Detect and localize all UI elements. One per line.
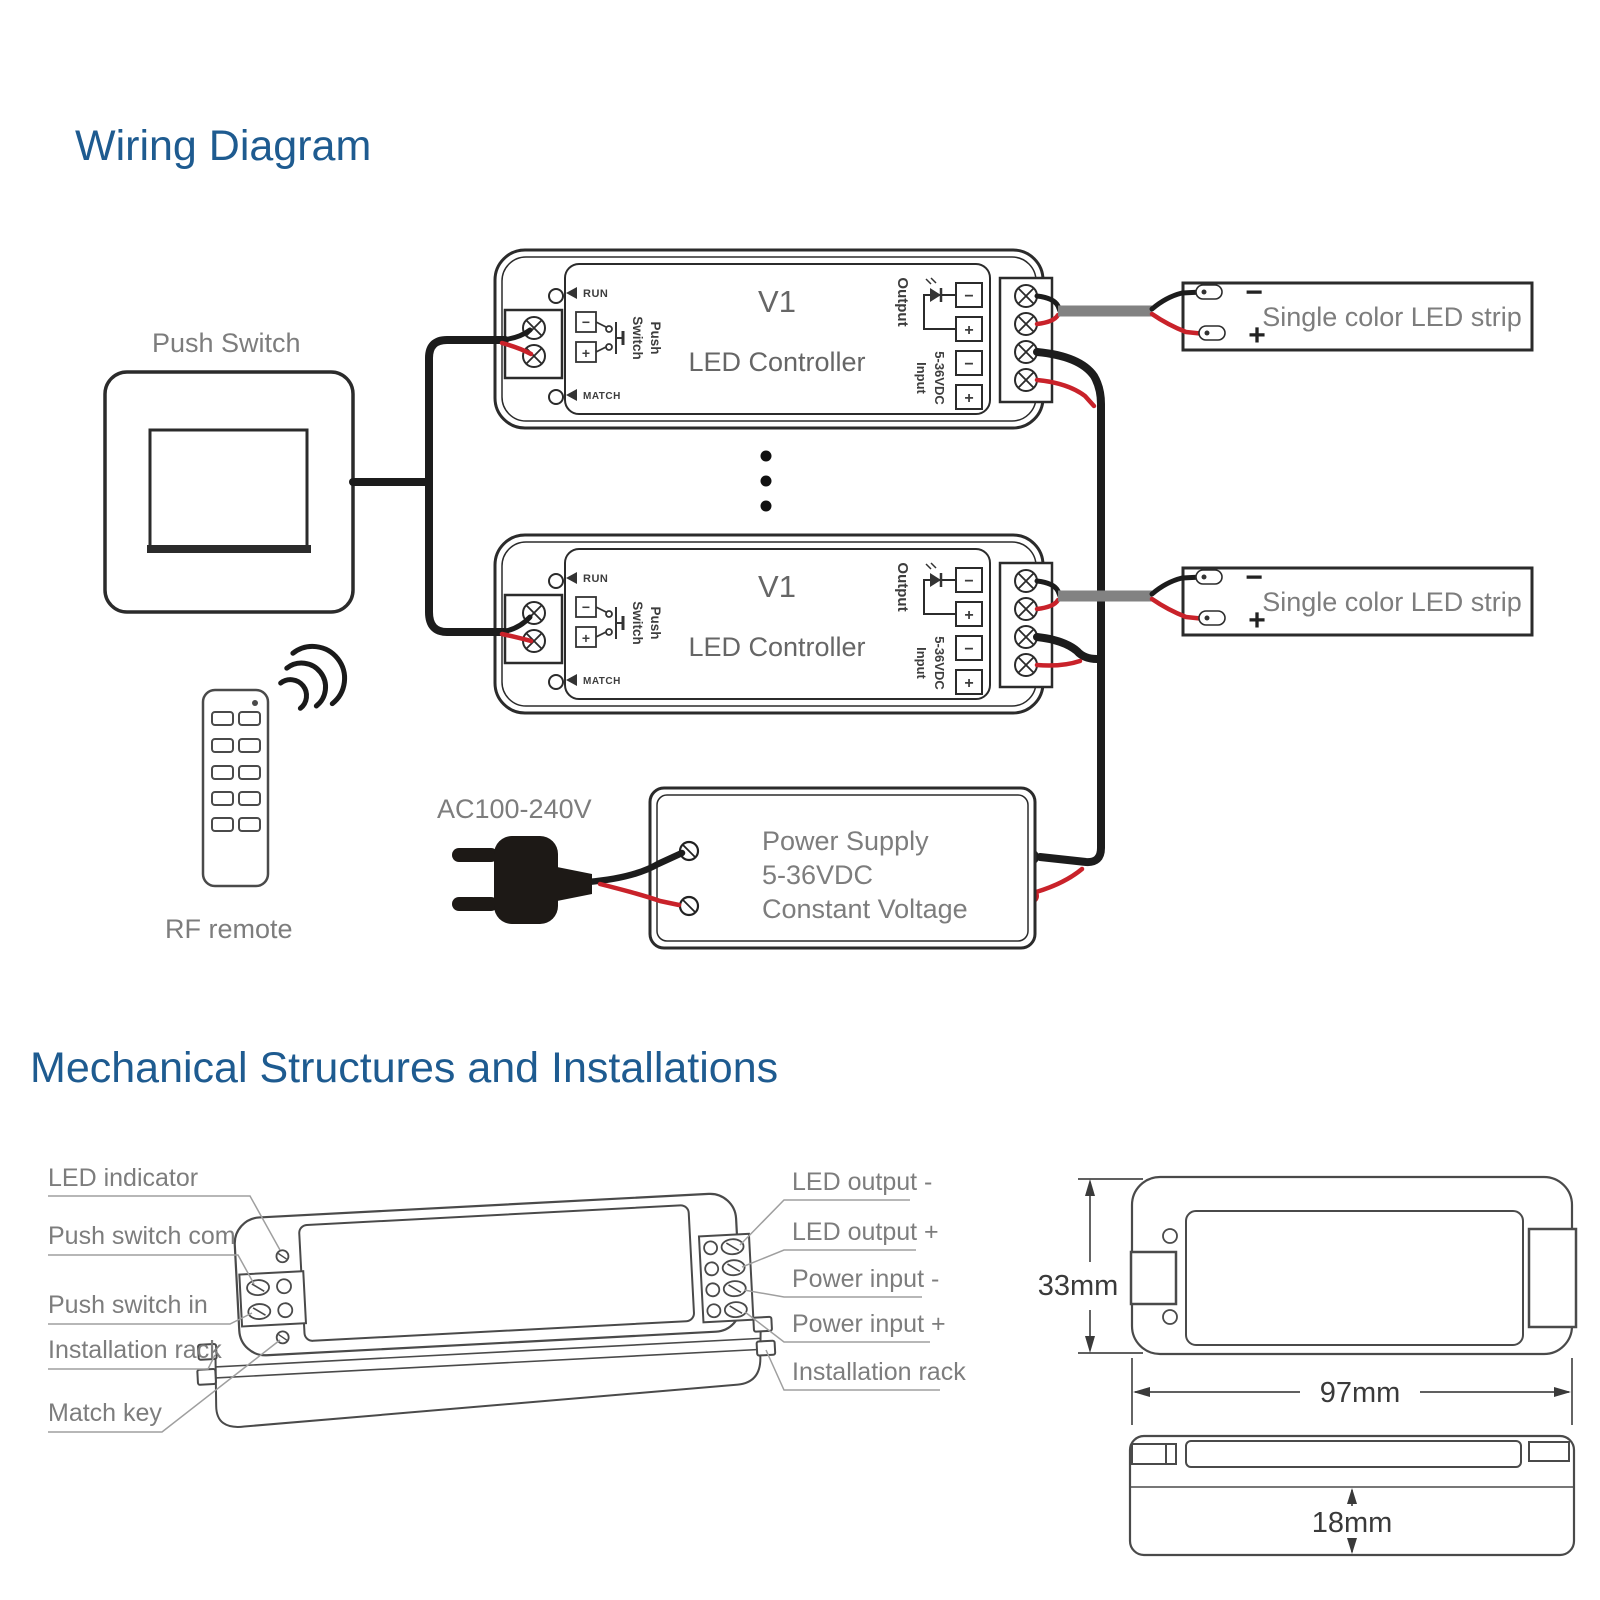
terminal-sign: +: [964, 675, 974, 692]
screw-terminal: [1015, 369, 1037, 391]
screw-icon: [721, 1239, 744, 1255]
dim-width-label: 97mm: [1319, 1377, 1401, 1409]
wiring-diagram-title: Wiring Diagram: [75, 122, 372, 170]
mech-callouts-right: [740, 1168, 966, 1390]
mechanical-title: Mechanical Structures and Installations: [30, 1044, 779, 1092]
power-supply: [650, 788, 1035, 948]
callout-label: Installation rack: [48, 1336, 222, 1364]
dim-height: [1038, 1179, 1143, 1353]
callout-label: LED output -: [792, 1168, 933, 1196]
push-word: Push: [648, 606, 663, 640]
screw-icon: [248, 1304, 271, 1320]
mech-device-3d: [189, 1191, 777, 1429]
rf-remote-label: RF remote: [165, 914, 293, 944]
installation-rack-tab: [197, 1369, 216, 1385]
led-controller-2: [495, 535, 1052, 713]
switch-word: Switch: [630, 601, 645, 645]
callout-label: Push switch com: [48, 1222, 236, 1250]
installation-rack-tab: [753, 1317, 772, 1332]
ac-input-label: AC100-240V: [437, 794, 592, 824]
screw-icon: [722, 1260, 745, 1276]
push-switch-label: Push Switch: [152, 328, 301, 358]
callout-label: Power input +: [792, 1310, 946, 1338]
strip-plus: +: [1248, 604, 1266, 637]
top-view-panel: [1186, 1211, 1523, 1345]
controller-model: V1: [758, 284, 796, 319]
callout-label: LED output +: [792, 1218, 939, 1246]
top-view-terminal-cover: [1529, 1229, 1576, 1327]
dim-height-label: 33mm: [1037, 1270, 1119, 1302]
continuation-dots: [761, 451, 772, 512]
input-label: Input: [914, 647, 929, 679]
input-voltage-label: 5-36VDC: [932, 636, 947, 690]
output-label: Output: [894, 277, 911, 327]
input-label: Input: [914, 362, 929, 394]
remote-led-icon: [252, 700, 258, 706]
wireless-waves-icon: [271, 634, 358, 721]
schematic-minus: −: [581, 599, 591, 615]
screw-terminal: [1015, 598, 1037, 620]
run-label: RUN: [583, 288, 609, 300]
callout-label: LED indicator: [48, 1164, 199, 1192]
mech-side-view: [1130, 1436, 1574, 1555]
controller-device: LED Controller: [688, 632, 866, 662]
plug-icon: [452, 836, 592, 924]
terminal-sign: −: [964, 356, 974, 373]
strip-label: Single color LED strip: [1262, 587, 1522, 617]
callout-label: Push switch in: [48, 1291, 208, 1319]
screw-terminal: [1015, 285, 1037, 307]
push-switch: [105, 328, 353, 612]
schematic-plus: +: [581, 345, 591, 361]
controller-model: V1: [758, 569, 796, 604]
push-switch-body: [105, 372, 353, 612]
screw-icon: [723, 1281, 746, 1297]
match-label: MATCH: [583, 676, 621, 687]
ac-plug: [437, 794, 682, 924]
rf-remote: [165, 634, 357, 944]
top-view-switch-recess: [1131, 1252, 1176, 1304]
terminal-sign: −: [964, 288, 974, 305]
power-supply-line1: Power Supply: [762, 826, 929, 856]
callout-label: Power input -: [792, 1265, 940, 1293]
match-label: MATCH: [583, 391, 621, 402]
strip-minus: −: [1245, 561, 1263, 594]
led-strip-1: [1037, 276, 1532, 352]
schematic-minus: −: [581, 314, 591, 330]
screw-terminal: [523, 317, 545, 339]
dim-depth-label: 18mm: [1311, 1507, 1393, 1539]
input-voltage-label: 5-36VDC: [932, 351, 947, 405]
power-supply-line2: 5-36VDC: [762, 860, 874, 890]
screw-terminal: [1015, 570, 1037, 592]
callout-label: Installation rack: [792, 1358, 966, 1386]
power-supply-line3: Constant Voltage: [762, 894, 968, 924]
push-word: Push: [648, 321, 663, 355]
screw-icon: [724, 1302, 747, 1318]
side-view-clip: [1132, 1444, 1176, 1464]
push-switch-terminal-block: [239, 1271, 306, 1326]
led-strip-2: [1037, 561, 1532, 637]
callout-label: Match key: [48, 1399, 162, 1427]
strip-plus: +: [1248, 319, 1266, 352]
screw-terminal: [523, 345, 545, 367]
device-label-panel: [299, 1205, 695, 1341]
terminal-sign: −: [964, 573, 974, 590]
side-view-slot: [1186, 1441, 1521, 1467]
output-label: Output: [894, 562, 911, 612]
screw-terminal: [1015, 313, 1037, 335]
screw-icon: [247, 1280, 270, 1296]
run-label: RUN: [583, 573, 609, 585]
schematic-plus: +: [581, 630, 591, 646]
installation-rack-tab: [757, 1341, 776, 1356]
controller-device: LED Controller: [688, 347, 866, 377]
led-controller-1: [495, 250, 1052, 428]
terminal-sign: −: [964, 641, 974, 658]
mech-top-view: [1038, 1177, 1576, 1425]
switch-word: Switch: [630, 316, 645, 360]
strip-label: Single color LED strip: [1262, 302, 1522, 332]
terminal-sign: +: [964, 607, 974, 624]
dim-width: [1132, 1358, 1572, 1425]
terminal-sign: +: [964, 390, 974, 407]
screw-terminal: [1015, 654, 1037, 676]
terminal-sign: +: [964, 322, 974, 339]
side-view-clip: [1529, 1442, 1569, 1461]
strip-minus: −: [1245, 276, 1263, 309]
